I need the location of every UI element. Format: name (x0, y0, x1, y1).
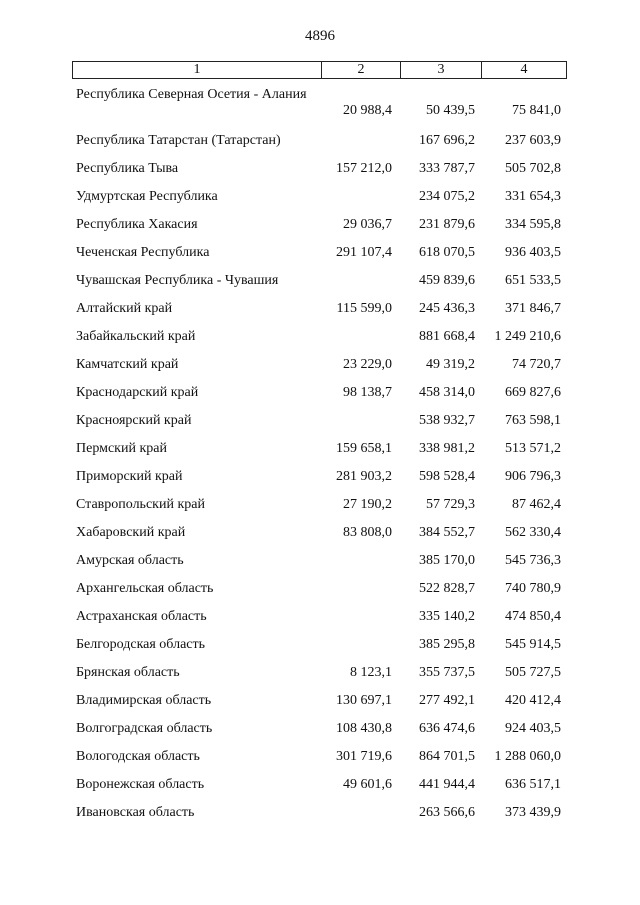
table-row (0, 215, 640, 243)
value-col-4: 371 846,7 (505, 301, 561, 316)
table-row (0, 523, 640, 551)
value-col-3: 598 528,4 (419, 469, 475, 484)
value-col-3: 441 944,4 (419, 777, 475, 792)
value-col-4: 651 533,5 (505, 273, 561, 288)
value-col-4: 331 654,3 (505, 189, 561, 204)
column-header-1: 1 (73, 62, 322, 78)
value-col-2: 291 107,4 (336, 245, 392, 260)
region-name: Волгоградская область (76, 721, 213, 736)
region-name: Приморский край (76, 469, 183, 484)
value-col-2: 8 123,1 (350, 665, 392, 680)
region-name: Красноярский край (76, 413, 192, 428)
table-row (0, 719, 640, 747)
value-col-4: 420 412,4 (505, 693, 561, 708)
value-col-2: 159 658,1 (336, 441, 392, 456)
region-name: Ставропольский край (76, 497, 205, 512)
column-header-2: 2 (322, 62, 401, 78)
region-name: Республика Татарстан (Татарстан) (76, 133, 281, 148)
region-name: Чеченская Республика (76, 245, 210, 260)
value-col-3: 618 070,5 (419, 245, 475, 260)
value-col-4: 505 702,8 (505, 161, 561, 176)
table-row (0, 635, 640, 663)
table-row (0, 747, 640, 775)
value-col-3: 57 729,3 (426, 497, 475, 512)
region-name: Камчатский край (76, 357, 179, 372)
value-col-4: 936 403,5 (505, 245, 561, 260)
table-row (0, 327, 640, 355)
table-row (0, 607, 640, 635)
value-col-4: 1 288 060,0 (494, 749, 561, 764)
region-name: Архангельская область (76, 581, 214, 596)
value-col-4: 373 439,9 (505, 805, 561, 820)
table-row (0, 299, 640, 327)
value-col-3: 245 436,3 (419, 301, 475, 316)
value-col-4: 87 462,4 (512, 497, 561, 512)
page-number: 4896 (305, 28, 335, 44)
region-name: Вологодская область (76, 749, 200, 764)
value-col-3: 231 879,6 (419, 217, 475, 232)
value-col-2: 83 808,0 (343, 525, 392, 540)
table-row (0, 411, 640, 439)
value-col-4: 562 330,4 (505, 525, 561, 540)
value-col-2: 281 903,2 (336, 469, 392, 484)
table-row (0, 495, 640, 523)
value-col-4: 513 571,2 (505, 441, 561, 456)
value-col-4: 505 727,5 (505, 665, 561, 680)
region-name: Алтайский край (76, 301, 173, 316)
value-col-4: 474 850,4 (505, 609, 561, 624)
region-name: Владимирская область (76, 693, 212, 708)
region-name: Забайкальский край (76, 329, 196, 344)
value-col-2: 130 697,1 (336, 693, 392, 708)
region-name: Пермский край (76, 441, 167, 456)
table-body (0, 85, 640, 831)
value-col-2: 157 212,0 (336, 161, 392, 176)
region-name: Республика Хакасия (76, 217, 198, 232)
value-col-4: 75 841,0 (512, 103, 561, 118)
value-col-2: 115 599,0 (336, 301, 392, 316)
value-col-3: 522 828,7 (419, 581, 475, 596)
value-col-4: 906 796,3 (505, 469, 561, 484)
value-col-2: 108 430,8 (336, 721, 392, 736)
table-row (0, 243, 640, 271)
region-name: Брянская область (76, 665, 180, 680)
value-col-4: 334 595,8 (505, 217, 561, 232)
value-col-3: 333 787,7 (419, 161, 475, 176)
value-col-3: 636 474,6 (419, 721, 475, 736)
table-row (0, 355, 640, 383)
region-name: Амурская область (76, 553, 184, 568)
table-row (0, 691, 640, 719)
region-name: Республика Тыва (76, 161, 179, 176)
table-row (0, 271, 640, 299)
value-col-4: 1 249 210,6 (494, 329, 561, 344)
region-name: Республика Северная Осетия - Алания (76, 87, 307, 102)
table-row (0, 579, 640, 607)
value-col-3: 459 839,6 (419, 273, 475, 288)
table-row (0, 131, 640, 159)
value-col-4: 545 914,5 (505, 637, 561, 652)
value-col-3: 385 295,8 (419, 637, 475, 652)
value-col-3: 338 981,2 (419, 441, 475, 456)
table-row (0, 663, 640, 691)
value-col-2: 20 988,4 (343, 103, 392, 118)
value-col-3: 50 439,5 (426, 103, 475, 118)
value-col-4: 237 603,9 (505, 133, 561, 148)
value-col-4: 636 517,1 (505, 777, 561, 792)
value-col-3: 458 314,0 (419, 385, 475, 400)
value-col-3: 385 170,0 (419, 553, 475, 568)
value-col-3: 384 552,7 (419, 525, 475, 540)
value-col-2: 29 036,7 (343, 217, 392, 232)
value-col-2: 27 190,2 (343, 497, 392, 512)
value-col-3: 881 668,4 (419, 329, 475, 344)
value-col-4: 669 827,6 (505, 385, 561, 400)
column-header-4: 4 (520, 62, 528, 77)
value-col-4: 924 403,5 (505, 721, 561, 736)
region-name: Ивановская область (76, 805, 195, 820)
table-row (0, 551, 640, 579)
value-col-3: 538 932,7 (419, 413, 475, 428)
value-col-4: 740 780,9 (505, 581, 561, 596)
region-name: Удмуртская Республика (76, 189, 218, 204)
value-col-3: 864 701,5 (419, 749, 475, 764)
region-name: Астраханская область (76, 609, 207, 624)
table-row (0, 467, 640, 495)
value-col-2: 98 138,7 (343, 385, 392, 400)
value-col-3: 234 075,2 (419, 189, 475, 204)
value-col-4: 545 736,3 (505, 553, 561, 568)
table-row (0, 775, 640, 803)
region-name: Хабаровский край (76, 525, 186, 540)
region-name: Чувашская Республика - Чувашия (76, 273, 279, 288)
value-col-3: 335 140,2 (419, 609, 475, 624)
table-header (72, 61, 567, 79)
region-name: Белгородская область (76, 637, 206, 652)
value-col-2: 49 601,6 (343, 777, 392, 792)
value-col-4: 74 720,7 (512, 357, 561, 372)
value-col-3: 263 566,6 (419, 805, 475, 820)
table-row (0, 187, 640, 215)
table-row (0, 803, 640, 831)
value-col-4: 763 598,1 (505, 413, 561, 428)
value-col-3: 355 737,5 (419, 665, 475, 680)
table-row (0, 383, 640, 411)
column-header-3: 3 (401, 62, 482, 78)
value-col-2: 23 229,0 (343, 357, 392, 372)
table-row (0, 159, 640, 187)
value-col-3: 277 492,1 (419, 693, 475, 708)
value-col-3: 167 696,2 (419, 133, 475, 148)
region-name: Краснодарский край (76, 385, 199, 400)
region-name: Воронежская область (76, 777, 205, 792)
table-row (0, 85, 640, 131)
value-col-3: 49 319,2 (426, 357, 475, 372)
table-row (0, 439, 640, 467)
value-col-2: 301 719,6 (336, 749, 392, 764)
